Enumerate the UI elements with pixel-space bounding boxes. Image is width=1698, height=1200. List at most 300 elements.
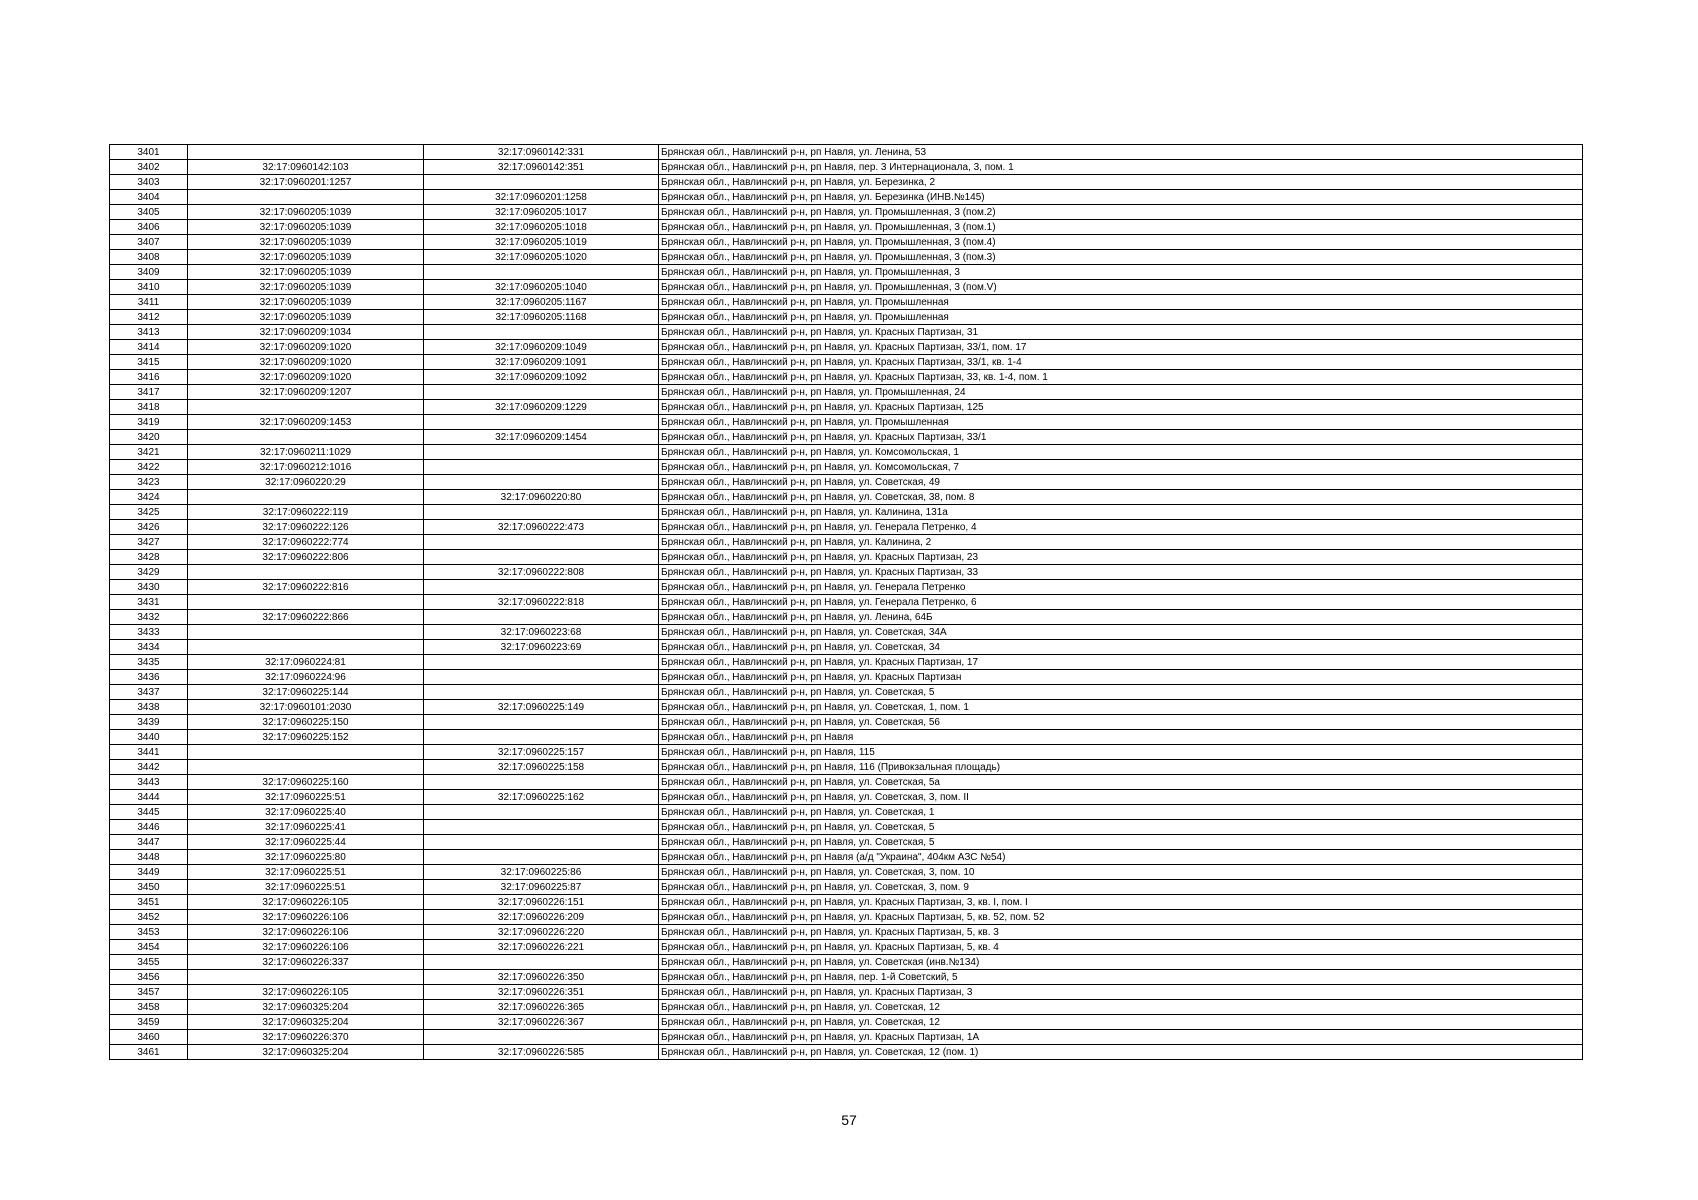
table-row: [110, 985, 1583, 1000]
parent-cadastral-number-cell: [188, 190, 424, 205]
row-number-cell: 3427: [110, 535, 188, 550]
parent-cadastral-number-cell: 32:17:0960325:204: [188, 1015, 424, 1030]
row-number-cell: 3433: [110, 625, 188, 640]
parent-cadastral-number-cell: 32:17:0960205:1039: [188, 235, 424, 250]
table-row: [110, 190, 1583, 205]
table-row: [110, 490, 1583, 505]
table-row: [110, 205, 1583, 220]
address-cell: Брянская обл., Навлинский р-н, рп Навля, ул. Советская, 49: [659, 475, 1583, 490]
row-number-cell: 3453: [110, 925, 188, 940]
cadastral-number-cell: 32:17:0960223:69: [424, 640, 659, 655]
cadastral-number-cell: 32:17:0960209:1092: [424, 370, 659, 385]
address-cell: Брянская обл., Навлинский р-н, рп Навля, ул. Красных Партизан, 5, кв. 3: [659, 925, 1583, 940]
row-number-cell: 3425: [110, 505, 188, 520]
cadastral-number-cell: 32:17:0960225:162: [424, 790, 659, 805]
address-cell: Брянская обл., Навлинский р-н, рп Навля, ул. Ленина, 64Б: [659, 610, 1583, 625]
cadastral-number-cell: [424, 580, 659, 595]
row-number-cell: 3437: [110, 685, 188, 700]
cadastral-number-cell: 32:17:0960226:365: [424, 1000, 659, 1015]
parent-cadastral-number-cell: 32:17:0960220:29: [188, 475, 424, 490]
cadastral-number-cell: [424, 265, 659, 280]
cadastral-number-cell: [424, 550, 659, 565]
row-number-cell: 3438: [110, 700, 188, 715]
table-row: [110, 145, 1583, 160]
cadastral-number-cell: 32:17:0960222:818: [424, 595, 659, 610]
cadastral-number-cell: 32:17:0960220:80: [424, 490, 659, 505]
cadastral-number-cell: 32:17:0960209:1049: [424, 340, 659, 355]
row-number-cell: 3401: [110, 145, 188, 160]
table-row: [110, 880, 1583, 895]
cadastral-number-cell: [424, 955, 659, 970]
parent-cadastral-number-cell: 32:17:0960142:103: [188, 160, 424, 175]
parent-cadastral-number-cell: 32:17:0960226:106: [188, 910, 424, 925]
parent-cadastral-number-cell: 32:17:0960226:106: [188, 925, 424, 940]
table-row: [110, 655, 1583, 670]
table-row: [110, 940, 1583, 955]
table-row: [110, 685, 1583, 700]
cadastral-number-cell: [424, 535, 659, 550]
address-cell: Брянская обл., Навлинский р-н, рп Навля, ул. Красных Партизан, 33/1, кв. 1-4: [659, 355, 1583, 370]
row-number-cell: 3403: [110, 175, 188, 190]
cadastral-number-cell: 32:17:0960222:473: [424, 520, 659, 535]
table-row: [110, 220, 1583, 235]
cadastral-number-cell: [424, 685, 659, 700]
cadastral-number-cell: [424, 325, 659, 340]
parent-cadastral-number-cell: 32:17:0960209:1020: [188, 355, 424, 370]
table-row: [110, 610, 1583, 625]
parent-cadastral-number-cell: [188, 640, 424, 655]
address-cell: Брянская обл., Навлинский р-н, рп Навля, ул. Красных Партизан, 3: [659, 985, 1583, 1000]
address-cell: Брянская обл., Навлинский р-н, рп Навля, ул. Советская, 56: [659, 715, 1583, 730]
cadastral-number-cell: [424, 460, 659, 475]
row-number-cell: 3436: [110, 670, 188, 685]
address-cell: Брянская обл., Навлинский р-н, рп Навля, ул. Советская, 12: [659, 1015, 1583, 1030]
parent-cadastral-number-cell: [188, 595, 424, 610]
row-number-cell: 3429: [110, 565, 188, 580]
row-number-cell: 3441: [110, 745, 188, 760]
parent-cadastral-number-cell: [188, 745, 424, 760]
cadastral-number-cell: [424, 820, 659, 835]
cadastral-number-cell: 32:17:0960225:149: [424, 700, 659, 715]
parent-cadastral-number-cell: 32:17:0960225:41: [188, 820, 424, 835]
row-number-cell: 3414: [110, 340, 188, 355]
cadastral-number-cell: 32:17:0960142:331: [424, 145, 659, 160]
row-number-cell: 3459: [110, 1015, 188, 1030]
parent-cadastral-number-cell: [188, 760, 424, 775]
parent-cadastral-number-cell: 32:17:0960226:106: [188, 940, 424, 955]
address-cell: Брянская обл., Навлинский р-н, рп Навля, ул. Промышленная, 3 (пом.4): [659, 235, 1583, 250]
parent-cadastral-number-cell: 32:17:0960205:1039: [188, 295, 424, 310]
address-cell: Брянская обл., Навлинский р-н, рп Навля, ул. Красных Партизан, 1А: [659, 1030, 1583, 1045]
address-cell: Брянская обл., Навлинский р-н, рп Навля, ул. Советская, 1, пом. 1: [659, 700, 1583, 715]
parent-cadastral-number-cell: 32:17:0960224:81: [188, 655, 424, 670]
address-cell: Брянская обл., Навлинский р-н, рп Навля, ул. Красных Партизан, 33: [659, 565, 1583, 580]
parent-cadastral-number-cell: 32:17:0960225:44: [188, 835, 424, 850]
row-number-cell: 3417: [110, 385, 188, 400]
table-row: [110, 280, 1583, 295]
address-cell: Брянская обл., Навлинский р-н, рп Навля, ул. Красных Партизан, 23: [659, 550, 1583, 565]
row-number-cell: 3434: [110, 640, 188, 655]
address-cell: Брянская обл., Навлинский р-н, рп Навля, ул. Красных Партизан, 33/1: [659, 430, 1583, 445]
table-row: [110, 700, 1583, 715]
parent-cadastral-number-cell: 32:17:0960325:204: [188, 1000, 424, 1015]
row-number-cell: 3430: [110, 580, 188, 595]
cadastral-number-cell: [424, 670, 659, 685]
cadastral-number-cell: [424, 775, 659, 790]
cadastral-number-cell: 32:17:0960205:1019: [424, 235, 659, 250]
table-row: [110, 175, 1583, 190]
cadastral-number-cell: [424, 1030, 659, 1045]
table-row: [110, 970, 1583, 985]
parent-cadastral-number-cell: 32:17:0960225:152: [188, 730, 424, 745]
table-row: [110, 310, 1583, 325]
table-row: [110, 325, 1583, 340]
parent-cadastral-number-cell: 32:17:0960209:1020: [188, 340, 424, 355]
address-cell: Брянская обл., Навлинский р-н, рп Навля, ул. Красных Партизан: [659, 670, 1583, 685]
row-number-cell: 3439: [110, 715, 188, 730]
table-row: [110, 1000, 1583, 1015]
cadastral-number-cell: 32:17:0960209:1454: [424, 430, 659, 445]
row-number-cell: 3451: [110, 895, 188, 910]
address-cell: Брянская обл., Навлинский р-н, рп Навля, ул. Советская, 3, пом. II: [659, 790, 1583, 805]
parent-cadastral-number-cell: 32:17:0960224:96: [188, 670, 424, 685]
table-row: [110, 235, 1583, 250]
cadastral-number-cell: 32:17:0960205:1167: [424, 295, 659, 310]
address-cell: Брянская обл., Навлинский р-н, рп Навля, ул. Промышленная: [659, 310, 1583, 325]
table-row: [110, 730, 1583, 745]
cadastral-number-cell: [424, 730, 659, 745]
table-row: [110, 925, 1583, 940]
row-number-cell: 3452: [110, 910, 188, 925]
parent-cadastral-number-cell: 32:17:0960226:370: [188, 1030, 424, 1045]
cadastral-number-cell: 32:17:0960205:1020: [424, 250, 659, 265]
row-number-cell: 3407: [110, 235, 188, 250]
row-number-cell: 3461: [110, 1045, 188, 1060]
address-cell: Брянская обл., Навлинский р-н, рп Навля, пер. 3 Интернационала, 3, пом. 1: [659, 160, 1583, 175]
address-cell: Брянская обл., Навлинский р-н, рп Навля, ул. Красных Партизан, 33, кв. 1-4, пом. 1: [659, 370, 1583, 385]
table-row: [110, 625, 1583, 640]
address-cell: Брянская обл., Навлинский р-н, рп Навля, ул. Калинина, 2: [659, 535, 1583, 550]
parent-cadastral-number-cell: 32:17:0960226:337: [188, 955, 424, 970]
parent-cadastral-number-cell: 32:17:0960225:40: [188, 805, 424, 820]
cadastral-number-cell: 32:17:0960225:157: [424, 745, 659, 760]
parent-cadastral-number-cell: 32:17:0960226:105: [188, 895, 424, 910]
table-row: [110, 760, 1583, 775]
row-number-cell: 3422: [110, 460, 188, 475]
address-cell: Брянская обл., Навлинский р-н, рп Навля, ул. Красных Партизан, 17: [659, 655, 1583, 670]
table-row: [110, 670, 1583, 685]
parent-cadastral-number-cell: 32:17:0960211:1029: [188, 445, 424, 460]
address-cell: Брянская обл., Навлинский р-н, рп Навля, ул. Промышленная, 3 (пом.2): [659, 205, 1583, 220]
row-number-cell: 3445: [110, 805, 188, 820]
cadastral-number-cell: 32:17:0960223:68: [424, 625, 659, 640]
row-number-cell: 3409: [110, 265, 188, 280]
cadastral-number-cell: 32:17:0960225:86: [424, 865, 659, 880]
parent-cadastral-number-cell: 32:17:0960225:144: [188, 685, 424, 700]
cadastral-number-cell: [424, 475, 659, 490]
address-cell: Брянская обл., Навлинский р-н, рп Навля, ул. Красных Партизан, 33/1, пом. 17: [659, 340, 1583, 355]
row-number-cell: 3431: [110, 595, 188, 610]
cadastral-number-cell: [424, 385, 659, 400]
row-number-cell: 3419: [110, 415, 188, 430]
address-cell: Брянская обл., Навлинский р-н, рп Навля, ул. Промышленная, 3 (пом.V): [659, 280, 1583, 295]
cadastral-number-cell: 32:17:0960226:221: [424, 940, 659, 955]
parent-cadastral-number-cell: 32:17:0960212:1016: [188, 460, 424, 475]
table-row: [110, 1030, 1583, 1045]
table-row: [110, 895, 1583, 910]
address-cell: Брянская обл., Навлинский р-н, рп Навля, ул. Комсомольская, 7: [659, 460, 1583, 475]
address-cell: Брянская обл., Навлинский р-н, рп Навля, ул. Промышленная, 3 (пом.1): [659, 220, 1583, 235]
address-cell: Брянская обл., Навлинский р-н, рп Навля, ул. Советская, 5: [659, 820, 1583, 835]
table-row: [110, 640, 1583, 655]
address-cell: Брянская обл., Навлинский р-н, рп Навля, ул. Ленина, 53: [659, 145, 1583, 160]
row-number-cell: 3415: [110, 355, 188, 370]
address-cell: Брянская обл., Навлинский р-н, рп Навля, ул. Советская, 1: [659, 805, 1583, 820]
table-row: [110, 595, 1583, 610]
table-row: [110, 355, 1583, 370]
cadastral-number-cell: [424, 610, 659, 625]
table-row: [110, 580, 1583, 595]
parent-cadastral-number-cell: 32:17:0960222:816: [188, 580, 424, 595]
cadastral-number-cell: 32:17:0960209:1091: [424, 355, 659, 370]
parent-cadastral-number-cell: [188, 490, 424, 505]
table-row: [110, 865, 1583, 880]
row-number-cell: 3448: [110, 850, 188, 865]
table-row: [110, 415, 1583, 430]
table-row: [110, 745, 1583, 760]
row-number-cell: 3424: [110, 490, 188, 505]
row-number-cell: 3454: [110, 940, 188, 955]
address-cell: Брянская обл., Навлинский р-н, рп Навля, ул. Советская, 3, пом. 9: [659, 880, 1583, 895]
table-row: [110, 565, 1583, 580]
parent-cadastral-number-cell: [188, 400, 424, 415]
parent-cadastral-number-cell: 32:17:0960201:1257: [188, 175, 424, 190]
parent-cadastral-number-cell: 32:17:0960325:204: [188, 1045, 424, 1060]
cadastral-number-cell: 32:17:0960226:151: [424, 895, 659, 910]
parent-cadastral-number-cell: 32:17:0960225:160: [188, 775, 424, 790]
row-number-cell: 3443: [110, 775, 188, 790]
cadastral-number-cell: [424, 715, 659, 730]
address-cell: Брянская обл., Навлинский р-н, рп Навля: [659, 730, 1583, 745]
registry-table: [109, 144, 1583, 1060]
address-cell: Брянская обл., Навлинский р-н, рп Навля, ул. Советская, 34А: [659, 625, 1583, 640]
row-number-cell: 3449: [110, 865, 188, 880]
cadastral-number-cell: 32:17:0960226:585: [424, 1045, 659, 1060]
cadastral-number-cell: 32:17:0960201:1258: [424, 190, 659, 205]
parent-cadastral-number-cell: 32:17:0960101:2030: [188, 700, 424, 715]
parent-cadastral-number-cell: 32:17:0960205:1039: [188, 220, 424, 235]
cadastral-number-cell: 32:17:0960226:350: [424, 970, 659, 985]
address-cell: Брянская обл., Навлинский р-н, рп Навля, пер. 1-й Советский, 5: [659, 970, 1583, 985]
parent-cadastral-number-cell: 32:17:0960222:126: [188, 520, 424, 535]
table-row: [110, 790, 1583, 805]
table-row: [110, 475, 1583, 490]
table-row: [110, 430, 1583, 445]
page-number: 57: [841, 1112, 857, 1128]
row-number-cell: 3416: [110, 370, 188, 385]
parent-cadastral-number-cell: 32:17:0960225:51: [188, 880, 424, 895]
table-row: [110, 445, 1583, 460]
row-number-cell: 3435: [110, 655, 188, 670]
address-cell: Брянская обл., Навлинский р-н, рп Навля, ул. Промышленная, 24: [659, 385, 1583, 400]
parent-cadastral-number-cell: 32:17:0960225:51: [188, 790, 424, 805]
table-row: [110, 400, 1583, 415]
parent-cadastral-number-cell: 32:17:0960226:105: [188, 985, 424, 1000]
parent-cadastral-number-cell: 32:17:0960209:1020: [188, 370, 424, 385]
table-row: [110, 340, 1583, 355]
address-cell: Брянская обл., Навлинский р-н, рп Навля, ул. Советская, 5: [659, 685, 1583, 700]
parent-cadastral-number-cell: [188, 625, 424, 640]
address-cell: Брянская обл., Навлинский р-н, рп Навля, ул. Советская (инв.№134): [659, 955, 1583, 970]
table-row: [110, 265, 1583, 280]
address-cell: Брянская обл., Навлинский р-н, рп Навля, ул. Красных Партизан, 125: [659, 400, 1583, 415]
parent-cadastral-number-cell: [188, 970, 424, 985]
table-row: [110, 370, 1583, 385]
cadastral-number-cell: 32:17:0960205:1040: [424, 280, 659, 295]
row-number-cell: 3458: [110, 1000, 188, 1015]
row-number-cell: 3455: [110, 955, 188, 970]
address-cell: Брянская обл., Навлинский р-н, рп Навля, ул. Березинка, 2: [659, 175, 1583, 190]
row-number-cell: 3411: [110, 295, 188, 310]
table-row: [110, 835, 1583, 850]
row-number-cell: 3402: [110, 160, 188, 175]
parent-cadastral-number-cell: 32:17:0960222:806: [188, 550, 424, 565]
address-cell: Брянская обл., Навлинский р-н, рп Навля, ул. Генерала Петренко, 4: [659, 520, 1583, 535]
row-number-cell: 3460: [110, 1030, 188, 1045]
cadastral-number-cell: 32:17:0960226:351: [424, 985, 659, 1000]
table-row: [110, 1015, 1583, 1030]
row-number-cell: 3432: [110, 610, 188, 625]
table-row: [110, 535, 1583, 550]
cadastral-number-cell: [424, 175, 659, 190]
row-number-cell: 3412: [110, 310, 188, 325]
cadastral-number-cell: 32:17:0960226:367: [424, 1015, 659, 1030]
address-cell: Брянская обл., Навлинский р-н, рп Навля, ул. Березинка (ИНВ.№145): [659, 190, 1583, 205]
table-row: [110, 910, 1583, 925]
address-cell: Брянская обл., Навлинский р-н, рп Навля, ул. Генерала Петренко, 6: [659, 595, 1583, 610]
parent-cadastral-number-cell: [188, 430, 424, 445]
cadastral-number-cell: 32:17:0960142:351: [424, 160, 659, 175]
cadastral-number-cell: [424, 655, 659, 670]
row-number-cell: 3456: [110, 970, 188, 985]
address-cell: Брянская обл., Навлинский р-н, рп Навля, ул. Красных Партизан, 3, кв. I, пом. I: [659, 895, 1583, 910]
cadastral-number-cell: 32:17:0960225:158: [424, 760, 659, 775]
address-cell: Брянская обл., Навлинский р-н, рп Навля, ул. Генерала Петренко: [659, 580, 1583, 595]
row-number-cell: 3457: [110, 985, 188, 1000]
cadastral-number-cell: [424, 445, 659, 460]
parent-cadastral-number-cell: 32:17:0960209:1453: [188, 415, 424, 430]
parent-cadastral-number-cell: 32:17:0960225:150: [188, 715, 424, 730]
address-cell: Брянская обл., Навлинский р-н, рп Навля (а/д "Украина", 404км АЗС №54): [659, 850, 1583, 865]
row-number-cell: 3410: [110, 280, 188, 295]
address-cell: Брянская обл., Навлинский р-н, рп Навля, 116 (Привокзальная площадь): [659, 760, 1583, 775]
cadastral-number-cell: 32:17:0960205:1018: [424, 220, 659, 235]
parent-cadastral-number-cell: 32:17:0960205:1039: [188, 250, 424, 265]
cadastral-number-cell: [424, 505, 659, 520]
row-number-cell: 3421: [110, 445, 188, 460]
cadastral-number-cell: 32:17:0960226:209: [424, 910, 659, 925]
row-number-cell: 3450: [110, 880, 188, 895]
table-row: [110, 955, 1583, 970]
parent-cadastral-number-cell: 32:17:0960205:1039: [188, 265, 424, 280]
row-number-cell: 3446: [110, 820, 188, 835]
address-cell: Брянская обл., Навлинский р-н, рп Навля, ул. Промышленная: [659, 295, 1583, 310]
parent-cadastral-number-cell: 32:17:0960205:1039: [188, 205, 424, 220]
row-number-cell: 3406: [110, 220, 188, 235]
address-cell: Брянская обл., Навлинский р-н, рп Навля, ул. Советская, 38, пом. 8: [659, 490, 1583, 505]
cadastral-number-cell: 32:17:0960209:1229: [424, 400, 659, 415]
row-number-cell: 3418: [110, 400, 188, 415]
parent-cadastral-number-cell: 32:17:0960225:51: [188, 865, 424, 880]
address-cell: Брянская обл., Навлинский р-н, рп Навля, ул. Промышленная, 3 (пом.3): [659, 250, 1583, 265]
row-number-cell: 3408: [110, 250, 188, 265]
address-cell: Брянская обл., Навлинский р-н, рп Навля, ул. Советская, 5: [659, 835, 1583, 850]
table-row: [110, 1045, 1583, 1060]
table-row: [110, 295, 1583, 310]
parent-cadastral-number-cell: 32:17:0960225:80: [188, 850, 424, 865]
row-number-cell: 3420: [110, 430, 188, 445]
row-number-cell: 3444: [110, 790, 188, 805]
parent-cadastral-number-cell: [188, 145, 424, 160]
parent-cadastral-number-cell: 32:17:0960209:1034: [188, 325, 424, 340]
row-number-cell: 3404: [110, 190, 188, 205]
cadastral-number-cell: 32:17:0960222:808: [424, 565, 659, 580]
cadastral-number-cell: [424, 835, 659, 850]
address-cell: Брянская обл., Навлинский р-н, рп Навля, 115: [659, 745, 1583, 760]
row-number-cell: 3423: [110, 475, 188, 490]
cadastral-number-cell: 32:17:0960225:87: [424, 880, 659, 895]
address-cell: Брянская обл., Навлинский р-н, рп Навля, ул. Советская, 12 (пом. 1): [659, 1045, 1583, 1060]
cadastral-number-cell: [424, 805, 659, 820]
cadastral-number-cell: 32:17:0960205:1168: [424, 310, 659, 325]
row-number-cell: 3428: [110, 550, 188, 565]
registry-table-body: [110, 145, 1583, 1060]
table-row: [110, 505, 1583, 520]
parent-cadastral-number-cell: 32:17:0960222:119: [188, 505, 424, 520]
address-cell: Брянская обл., Навлинский р-н, рп Навля, ул. Советская, 12: [659, 1000, 1583, 1015]
address-cell: Брянская обл., Навлинский р-н, рп Навля, ул. Промышленная, 3: [659, 265, 1583, 280]
row-number-cell: 3413: [110, 325, 188, 340]
address-cell: Брянская обл., Навлинский р-н, рп Навля, ул. Красных Партизан, 5, кв. 52, пом. 52: [659, 910, 1583, 925]
address-cell: Брянская обл., Навлинский р-н, рп Навля, ул. Советская, 34: [659, 640, 1583, 655]
address-cell: Брянская обл., Навлинский р-н, рп Навля, ул. Промышленная: [659, 415, 1583, 430]
row-number-cell: 3440: [110, 730, 188, 745]
table-row: [110, 775, 1583, 790]
address-cell: Брянская обл., Навлинский р-н, рп Навля, ул. Красных Партизан, 31: [659, 325, 1583, 340]
cadastral-number-cell: [424, 415, 659, 430]
table-row: [110, 520, 1583, 535]
table-row: [110, 550, 1583, 565]
table-row: [110, 160, 1583, 175]
table-row: [110, 715, 1583, 730]
address-cell: Брянская обл., Навлинский р-н, рп Навля, ул. Калинина, 131а: [659, 505, 1583, 520]
address-cell: Брянская обл., Навлинский р-н, рп Навля, ул. Красных Партизан, 5, кв. 4: [659, 940, 1583, 955]
table-row: [110, 850, 1583, 865]
parent-cadastral-number-cell: 32:17:0960222:866: [188, 610, 424, 625]
address-cell: Брянская обл., Навлинский р-н, рп Навля, ул. Советская, 3, пом. 10: [659, 865, 1583, 880]
cadastral-number-cell: [424, 850, 659, 865]
table-row: [110, 805, 1583, 820]
table-row: [110, 460, 1583, 475]
table-row: [110, 385, 1583, 400]
row-number-cell: 3442: [110, 760, 188, 775]
cadastral-number-cell: 32:17:0960205:1017: [424, 205, 659, 220]
table-row: [110, 820, 1583, 835]
address-cell: Брянская обл., Навлинский р-н, рп Навля, ул. Комсомольская, 1: [659, 445, 1583, 460]
table-row: [110, 250, 1583, 265]
parent-cadastral-number-cell: 32:17:0960209:1207: [188, 385, 424, 400]
parent-cadastral-number-cell: 32:17:0960205:1039: [188, 280, 424, 295]
